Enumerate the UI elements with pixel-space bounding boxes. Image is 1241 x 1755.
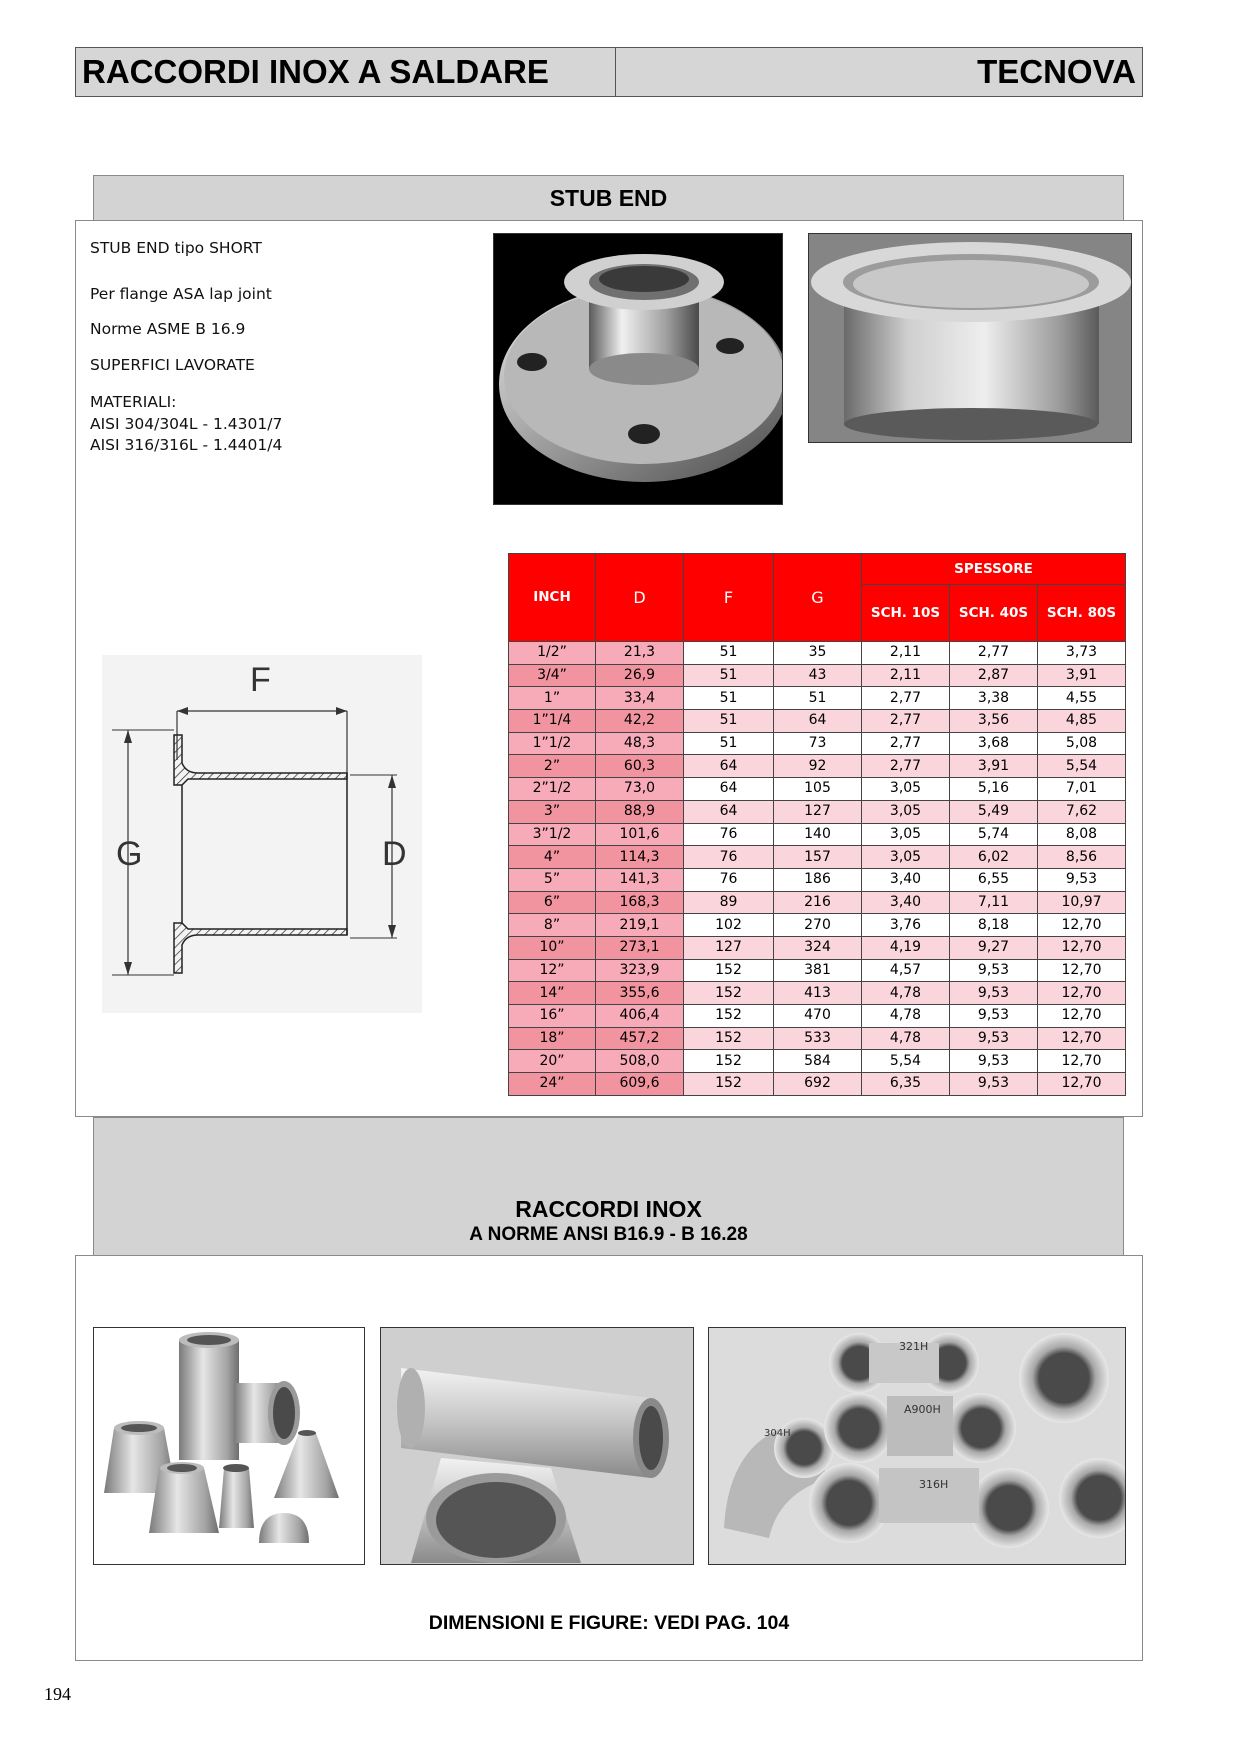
table-cell: 5,54: [862, 1050, 950, 1073]
table-cell: 186: [774, 868, 862, 891]
desc-line-4: SUPERFICI LAVORATE: [90, 356, 255, 374]
table-cell: 6”: [509, 891, 596, 914]
table-cell: 12,70: [1038, 936, 1126, 959]
table-row: [509, 891, 1126, 914]
table-cell: 73,0: [596, 778, 684, 801]
header-title: RACCORDI INOX A SALDARE: [76, 48, 616, 96]
table-row: [509, 1027, 1126, 1050]
table-cell: 43: [774, 664, 862, 687]
table-cell: 1”1/2: [509, 732, 596, 755]
col-header-d: D: [596, 554, 684, 642]
table-cell: 406,4: [596, 1005, 684, 1028]
dimensions-reference-note: DIMENSIONI E FIGURE: VEDI PAG. 104: [428, 1612, 790, 1634]
table-cell: 584: [774, 1050, 862, 1073]
table-cell: 4”: [509, 846, 596, 869]
table-cell: 692: [774, 1073, 862, 1096]
table-cell: 105: [774, 778, 862, 801]
table-cell: 140: [774, 823, 862, 846]
table-cell: 152: [684, 1005, 774, 1028]
table-cell: 35: [774, 642, 862, 665]
table-row: [509, 710, 1126, 733]
table-cell: 270: [774, 914, 862, 937]
table-cell: 7,01: [1038, 778, 1126, 801]
table-cell: 9,27: [950, 936, 1038, 959]
section-raccordi-inox: [93, 1117, 1124, 1257]
table-cell: 9,53: [1038, 868, 1126, 891]
table-row: [509, 1005, 1126, 1028]
col-header-g: G: [774, 554, 862, 642]
table-cell: 3,05: [862, 823, 950, 846]
table-cell: 26,9: [596, 664, 684, 687]
col-header-sch80: SCH. 80S: [1038, 585, 1126, 642]
stub-end-photo: [808, 233, 1132, 443]
col-header-f: F: [684, 554, 774, 642]
table-cell: 152: [684, 1073, 774, 1096]
dim-label-f: F: [250, 661, 271, 699]
dim-label-g: G: [116, 835, 143, 873]
table-cell: 157: [774, 846, 862, 869]
table-cell: 324: [774, 936, 862, 959]
table-cell: 9,53: [950, 1073, 1038, 1096]
table-cell: 3/4”: [509, 664, 596, 687]
table-cell: 7,62: [1038, 800, 1126, 823]
table-cell: 8,56: [1038, 846, 1126, 869]
elbow-mark-4: 304H: [764, 1428, 791, 1439]
table-cell: 4,78: [862, 982, 950, 1005]
table-cell: 152: [684, 1027, 774, 1050]
table-cell: 5,16: [950, 778, 1038, 801]
table-cell: 60,3: [596, 755, 684, 778]
table-cell: 5,49: [950, 800, 1038, 823]
table-cell: 51: [774, 687, 862, 710]
table-cell: 3,91: [1038, 664, 1126, 687]
table-cell: 51: [684, 732, 774, 755]
table-cell: 1/2”: [509, 642, 596, 665]
table-cell: 3,56: [950, 710, 1038, 733]
page-header: [75, 47, 1143, 97]
table-cell: 64: [684, 800, 774, 823]
section-title-stub-end: STUB END: [93, 175, 1124, 221]
col-header-spessore: SPESSORE: [862, 554, 1126, 585]
reducers-caps-photo: [93, 1327, 365, 1565]
col-header-sch10: SCH. 10S: [862, 585, 950, 642]
table-cell: 10,97: [1038, 891, 1126, 914]
table-cell: 9,53: [950, 1050, 1038, 1073]
table-row: [509, 868, 1126, 891]
table-cell: 64: [684, 778, 774, 801]
table-cell: 76: [684, 846, 774, 869]
table-row: [509, 732, 1126, 755]
table-cell: 2,87: [950, 664, 1038, 687]
table-row: [509, 982, 1126, 1005]
col-header-sch40: SCH. 40S: [950, 585, 1038, 642]
table-cell: 8,18: [950, 914, 1038, 937]
table-row: [509, 1050, 1126, 1073]
table-cell: 219,1: [596, 914, 684, 937]
table-cell: 3”: [509, 800, 596, 823]
table-cell: 3”1/2: [509, 823, 596, 846]
table-cell: 3,40: [862, 891, 950, 914]
table-cell: 3,91: [950, 755, 1038, 778]
table-cell: 127: [774, 800, 862, 823]
table-row: [509, 846, 1126, 869]
table-cell: 18”: [509, 1027, 596, 1050]
table-cell: 51: [684, 664, 774, 687]
table-cell: 12,70: [1038, 1050, 1126, 1073]
table-cell: 3,68: [950, 732, 1038, 755]
table-cell: 355,6: [596, 982, 684, 1005]
dim-label-d: D: [382, 835, 407, 873]
table-cell: 152: [684, 982, 774, 1005]
table-row: [509, 959, 1126, 982]
table-cell: 6,02: [950, 846, 1038, 869]
desc-line-1: STUB END tipo SHORT: [90, 239, 262, 257]
table-cell: 2,11: [862, 642, 950, 665]
material-1: AISI 304/304L - 1.4301/7: [90, 415, 283, 433]
table-cell: 12,70: [1038, 1005, 1126, 1028]
table-cell: 4,78: [862, 1027, 950, 1050]
table-cell: 92: [774, 755, 862, 778]
materials-label: MATERIALI:: [90, 393, 177, 411]
table-cell: 6,35: [862, 1073, 950, 1096]
table-cell: 33,4: [596, 687, 684, 710]
elbow-mark-2: A900H: [904, 1403, 941, 1416]
table-cell: 4,85: [1038, 710, 1126, 733]
table-cell: 42,2: [596, 710, 684, 733]
table-cell: 273,1: [596, 936, 684, 959]
table-cell: 8,08: [1038, 823, 1126, 846]
table-cell: 88,9: [596, 800, 684, 823]
table-cell: 3,38: [950, 687, 1038, 710]
table-cell: 5,74: [950, 823, 1038, 846]
table-cell: 73: [774, 732, 862, 755]
table-cell: 12”: [509, 959, 596, 982]
table-cell: 8”: [509, 914, 596, 937]
table-cell: 2,77: [862, 687, 950, 710]
raccordi-title: RACCORDI INOX: [515, 1196, 702, 1222]
table-cell: 9,53: [950, 959, 1038, 982]
table-cell: 168,3: [596, 891, 684, 914]
table-cell: 12,70: [1038, 1027, 1126, 1050]
table-cell: 141,3: [596, 868, 684, 891]
tee-photo: [380, 1327, 694, 1565]
table-cell: 114,3: [596, 846, 684, 869]
table-cell: 76: [684, 823, 774, 846]
table-cell: 2,77: [862, 732, 950, 755]
table-cell: 1”: [509, 687, 596, 710]
table-cell: 9,53: [950, 982, 1038, 1005]
table-cell: 48,3: [596, 732, 684, 755]
table-cell: 12,70: [1038, 914, 1126, 937]
table-cell: 381: [774, 959, 862, 982]
table-cell: 2,77: [950, 642, 1038, 665]
table-cell: 16”: [509, 1005, 596, 1028]
table-row: [509, 914, 1126, 937]
table-cell: 76: [684, 868, 774, 891]
table-cell: 9,53: [950, 1005, 1038, 1028]
table-cell: 102: [684, 914, 774, 937]
table-cell: 3,73: [1038, 642, 1126, 665]
table-cell: 24”: [509, 1073, 596, 1096]
table-row: [509, 687, 1126, 710]
table-cell: 6,55: [950, 868, 1038, 891]
stub-end-dimensions-table: [508, 553, 1126, 1096]
table-cell: 101,6: [596, 823, 684, 846]
table-row: [509, 664, 1126, 687]
table-cell: 152: [684, 959, 774, 982]
table-cell: 5,08: [1038, 732, 1126, 755]
page-number: 194: [44, 1684, 71, 1704]
table-cell: 127: [684, 936, 774, 959]
table-cell: 64: [684, 755, 774, 778]
table-cell: 4,19: [862, 936, 950, 959]
table-cell: 2”1/2: [509, 778, 596, 801]
table-row: [509, 1073, 1126, 1096]
header-brand: TECNOVA: [977, 53, 1136, 90]
table-cell: 152: [684, 1050, 774, 1073]
table-cell: 2,77: [862, 710, 950, 733]
table-row: [509, 823, 1126, 846]
table-cell: 4,57: [862, 959, 950, 982]
table-cell: 1”1/4: [509, 710, 596, 733]
table-cell: 2,11: [862, 664, 950, 687]
desc-line-2: Per flange ASA lap joint: [90, 285, 272, 303]
table-cell: 5”: [509, 868, 596, 891]
table-cell: 4,78: [862, 1005, 950, 1028]
table-cell: 12,70: [1038, 1073, 1126, 1096]
table-row: [509, 778, 1126, 801]
table-cell: 3,40: [862, 868, 950, 891]
table-cell: 51: [684, 687, 774, 710]
raccordi-subtitle: A NORME ANSI B16.9 - B 16.28: [469, 1224, 748, 1245]
table-cell: 3,76: [862, 914, 950, 937]
table-cell: 20”: [509, 1050, 596, 1073]
table-cell: 609,6: [596, 1073, 684, 1096]
table-cell: 413: [774, 982, 862, 1005]
table-cell: 12,70: [1038, 982, 1126, 1005]
table-row: [509, 755, 1126, 778]
elbows-photo: [708, 1327, 1126, 1565]
table-cell: 89: [684, 891, 774, 914]
table-row: [509, 642, 1126, 665]
table-cell: 323,9: [596, 959, 684, 982]
table-cell: 508,0: [596, 1050, 684, 1073]
table-row: [509, 936, 1126, 959]
table-cell: 2”: [509, 755, 596, 778]
material-2: AISI 316/316L - 1.4401/4: [90, 436, 283, 454]
table-cell: 2,77: [862, 755, 950, 778]
table-cell: 51: [684, 642, 774, 665]
elbow-mark-3: 316H: [919, 1478, 949, 1491]
table-cell: 3,05: [862, 778, 950, 801]
table-cell: 533: [774, 1027, 862, 1050]
desc-line-3: Norme ASME B 16.9: [90, 320, 246, 338]
stub-end-flange-photo: [493, 233, 783, 505]
table-cell: 64: [774, 710, 862, 733]
stub-end-diagram: [102, 655, 422, 1013]
table-cell: 21,3: [596, 642, 684, 665]
table-cell: 470: [774, 1005, 862, 1028]
table-cell: 457,2: [596, 1027, 684, 1050]
table-cell: 216: [774, 891, 862, 914]
elbow-mark-1: 321H: [899, 1340, 929, 1353]
table-cell: 12,70: [1038, 959, 1126, 982]
table-cell: 14”: [509, 982, 596, 1005]
table-cell: 3,05: [862, 800, 950, 823]
table-cell: 3,05: [862, 846, 950, 869]
table-cell: 51: [684, 710, 774, 733]
table-cell: 5,54: [1038, 755, 1126, 778]
table-cell: 10”: [509, 936, 596, 959]
table-cell: 4,55: [1038, 687, 1126, 710]
table-cell: 7,11: [950, 891, 1038, 914]
col-header-inch: INCH: [509, 554, 596, 642]
table-cell: 9,53: [950, 1027, 1038, 1050]
table-row: [509, 800, 1126, 823]
